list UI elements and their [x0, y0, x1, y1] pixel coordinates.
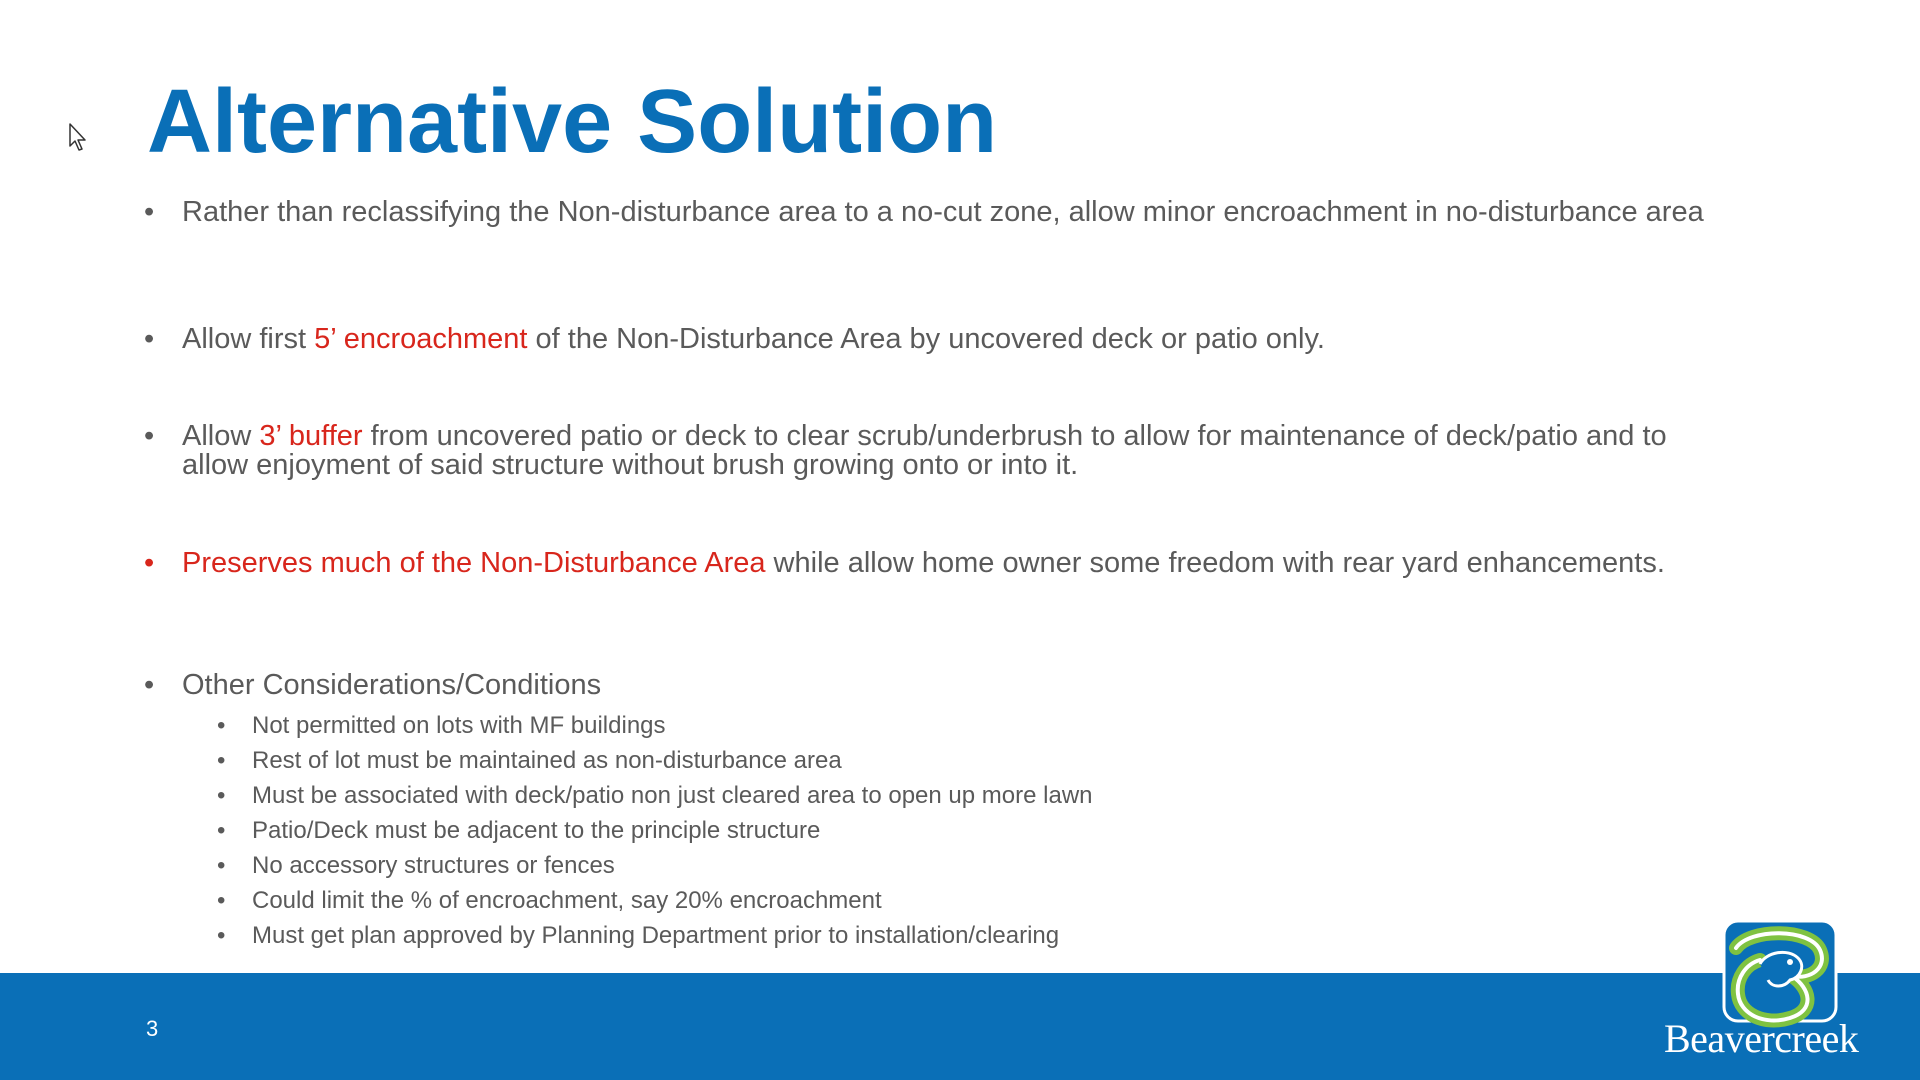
bullet-item — [144, 422, 1682, 480]
bullet-text-pre: Allow first — [182, 323, 315, 355]
sub-bullet-item — [217, 854, 615, 878]
sub-bullet-text: Not permitted on lots with MF buildings — [252, 712, 666, 739]
sub-bullet-dot: • — [217, 922, 226, 949]
bullet-dot: • — [144, 669, 155, 701]
bullet-item — [144, 671, 1722, 700]
sub-bullet-dot: • — [217, 712, 226, 739]
sub-bullet-text: Must be associated with deck/patio non just cleared area to open up more lawn — [252, 782, 1093, 809]
bullet-text — [182, 549, 1682, 578]
sub-bullet-dot: • — [217, 817, 226, 844]
bullet-dot: • — [144, 323, 155, 355]
footer-bar — [0, 973, 1920, 1080]
sub-bullet-item — [217, 784, 1093, 808]
bullet-item — [144, 549, 1682, 578]
sub-bullet-text: Rest of lot must be maintained as non-disturbance area — [252, 747, 842, 774]
bullet-text-post: from uncovered patio or deck to clear scrub/underbrush to allow for maintenance of deck/patio and to allow enjoyment of said structure without brush growing onto or into it. — [182, 420, 1667, 481]
logo-wordmark: Beavercreek — [1664, 1016, 1859, 1061]
sub-bullet-dot: • — [217, 782, 226, 809]
bullet-text-pre: Other Considerations/Conditions — [182, 669, 602, 701]
sub-bullet-text: Patio/Deck must be adjacent to the principle structure — [252, 817, 821, 844]
bullet-text-post: while allow home owner some freedom with rear yard enhancements. — [765, 547, 1665, 579]
bullet-text — [182, 198, 1742, 227]
bullet-text-highlight: 5’ encroachment — [314, 323, 528, 355]
page-number: 3 — [146, 1016, 159, 1041]
sub-bullet-dot: • — [217, 887, 226, 914]
sub-bullet-item — [217, 749, 842, 773]
bullet-item — [144, 325, 1722, 354]
sub-bullet-dot: • — [217, 852, 226, 879]
sub-bullet-text: Could limit the % of encroachment, say 20% encroachment — [252, 887, 882, 914]
sub-bullet-item — [217, 924, 1059, 948]
sub-bullet-item — [217, 889, 882, 913]
bullet-text-highlight: Preserves much of the Non-Disturbance Area — [182, 547, 766, 579]
bullet-text — [182, 325, 1722, 354]
slide-title: Alternative Solution — [147, 72, 998, 172]
sub-bullet-text: Must get plan approved by Planning Department prior to installation/clearing — [252, 922, 1060, 949]
bullet-text-pre: Allow — [182, 420, 260, 452]
bullet-dot: • — [144, 420, 155, 452]
sub-bullet-item — [217, 819, 820, 843]
bullet-text-post: of the Non-Disturbance Area by uncovered deck or patio only. — [527, 323, 1325, 355]
bullet-text-pre: Rather than reclassifying the Non-disturbance area to a no-cut zone, allow minor encroachment in no-disturbance area — [182, 196, 1704, 228]
bullet-dot: • — [144, 547, 155, 579]
bullet-text — [182, 422, 1682, 480]
bullet-text — [182, 671, 1722, 700]
mouse-pointer-icon — [69, 123, 91, 153]
bullet-item — [144, 198, 1742, 227]
sub-bullet-item — [217, 714, 666, 738]
bullet-dot: • — [144, 196, 155, 228]
sub-bullet-dot: • — [217, 747, 226, 774]
bullet-text-highlight: 3’ buffer — [259, 420, 363, 452]
sub-bullet-text: No accessory structures or fences — [252, 852, 615, 879]
